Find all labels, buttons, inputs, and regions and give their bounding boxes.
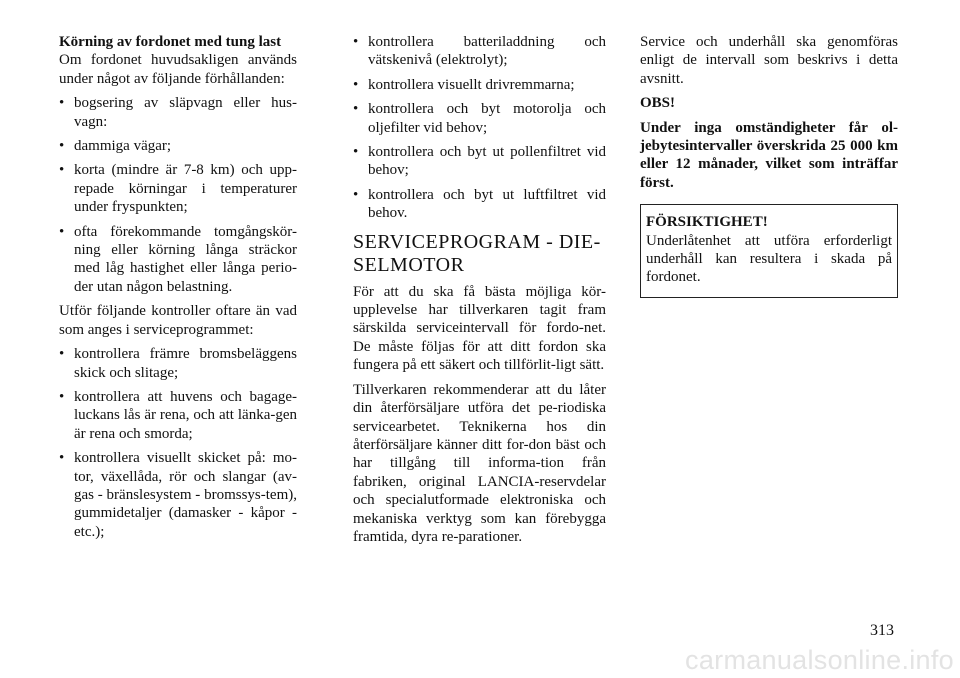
list-item: • kontrollera visuellt skicket på: mo-tor, växellåda, rör och slangar (av-gas - bränslesystem - bromssys-tem), gummidetaljer (damasker - kåpor - etc.); [59, 450, 297, 540]
checks-intro-paragraph: Utför följande kontroller oftare än vad som anges i serviceprogrammet: [59, 303, 297, 338]
caution-title: FÖRSIKTIGHET! [646, 214, 768, 231]
bullet-icon: • [59, 450, 65, 467]
bullet-icon: • [59, 95, 65, 112]
list-item: • kontrollera att huvens och bagage-luckans lås är rena, och att länka-gen är rena och smorda; [59, 388, 297, 442]
bullet-icon: • [353, 34, 359, 50]
service-paragraph-1: För att du ska få bästa möjliga kör-upplevelse har tillverkaren tagit fram särskilda serviceintervall för fordo-net. De måste följas för att ditt fordon ska fungera på ett säkert och tillförlit-ligt sätt. [353, 283, 606, 374]
bullet-icon: • [353, 101, 359, 118]
intro-paragraph: Om fordonet huvudsakligen används under något av följande förhållanden: [59, 52, 297, 87]
list-item: • korta (mindre är 7-8 km) och upp-repade körningar i temperaturer under fryspunkten; [59, 162, 297, 216]
checks-list [59, 345, 297, 541]
watermark: carmanualsonline.info [685, 645, 954, 675]
list-item: • bogsering av släpvagn eller hus-vagn: [59, 95, 297, 130]
bullet-icon: • [353, 76, 359, 93]
bullet-icon: • [353, 144, 359, 161]
column-middle [353, 33, 606, 552]
list-item: • kontrollera och byt ut pollenfiltret vid behov; [353, 144, 606, 179]
list-item: • kontrollera och byt ut luftfiltret vid behov. [353, 186, 606, 222]
list-item: • kontrollera visuellt drivremmarna; [353, 76, 575, 93]
note-label: OBS! [640, 95, 676, 112]
column-right [640, 33, 898, 298]
list-item: • kontrollera och byt motorolja och oljefilter vid behov; [353, 101, 606, 136]
bullet-icon: • [59, 162, 65, 179]
caution-text: Underlåtenhet att utföra erforderligt underhåll kan resultera i skada på fordonet. [646, 232, 892, 286]
bullet-icon: • [59, 223, 65, 240]
list-item: • kontrollera batteriladdning och vätskenivå (elektrolyt); [353, 34, 606, 69]
bullet-icon: • [59, 388, 65, 405]
conditions-list [59, 94, 297, 296]
column-left [59, 33, 297, 547]
note-text: Under inga omständigheter får ol-jebytesintervaller överskrida 25 000 km eller 12 månader, vilket som inträffar först. [640, 119, 898, 191]
bullet-icon: • [59, 346, 65, 363]
service-paragraph-2: Tillverkaren rekommenderar att du låter din återförsäljare utföra det pe-riodiska servicearbetet. Teknikerna hos din återförsäljare känner ditt for-don bäst och har tillgång till informa-tion från fabriken, original LANCIA-reservdelar och specialutformade elektroniska och mekaniska verktyg som kan förebygga framtida, dyra re-parationer. [353, 381, 606, 545]
list-item: • ofta förekommande tomgångskör-ning eller körning långa sträckor med låg hastighet eller långa perio-der utan någon belastning. [59, 223, 297, 295]
subheading-heavy-load: Körning av fordonet med tung last [59, 34, 282, 50]
bullet-icon: • [353, 186, 359, 203]
checks-list-continued [353, 33, 606, 223]
list-item: • kontrollera främre bromsbeläggens skick och slitage; [59, 346, 297, 381]
section-title-service-program: SERVICEPROGRAM - DIE-SELMOTOR [353, 230, 601, 276]
caution-box [640, 204, 898, 298]
page-number: 313 [870, 622, 894, 639]
service-interval-paragraph: Service och underhåll ska genomföras enligt de intervall som beskrivs i detta avsnitt. [640, 34, 898, 87]
list-item: • dammiga vägar; [59, 138, 172, 155]
bullet-icon: • [59, 138, 65, 155]
